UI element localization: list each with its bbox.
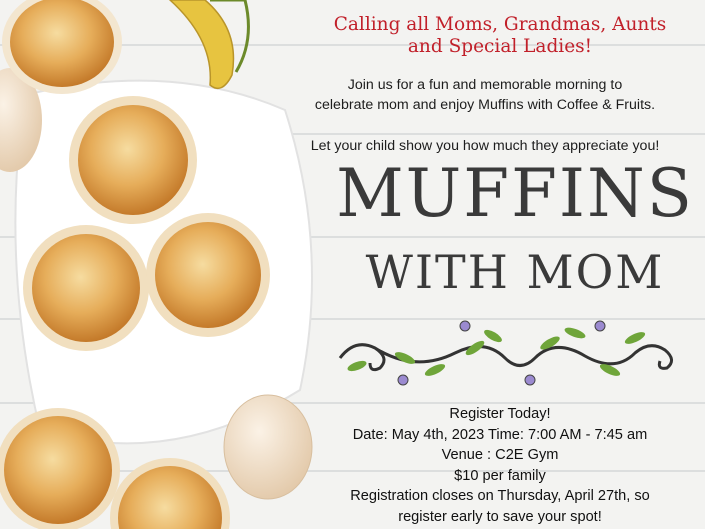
headline bbox=[300, 14, 700, 58]
price: $10 per family bbox=[454, 467, 546, 484]
egg bbox=[224, 395, 312, 499]
muffin bbox=[146, 213, 270, 337]
intro-line: Join us for a fun and memorable morning to bbox=[347, 77, 623, 93]
muffin bbox=[69, 96, 197, 224]
muffin bbox=[110, 458, 230, 529]
banana bbox=[170, 0, 233, 88]
date-time: Date: May 4th, 2023 Time: 7:00 AM - 7:45 am bbox=[352, 426, 648, 443]
title-with-mom: WITH MOM bbox=[365, 245, 665, 299]
intro-text bbox=[270, 75, 700, 115]
headline-line: Calling all Moms, Grandmas, Aunts bbox=[333, 14, 667, 35]
closing-line: Registration closes on Thursday, April 27th, so bbox=[350, 488, 650, 504]
muffin bbox=[23, 225, 149, 351]
intro-line: celebrate mom and enjoy Muffins with Coffee & Fruits. bbox=[314, 97, 656, 113]
headline-line: and Special Ladies! bbox=[407, 36, 593, 57]
register-today: Register Today! bbox=[449, 406, 551, 422]
event-details bbox=[300, 404, 700, 527]
appreciation-text: Let your child show you how much they appreciate you! bbox=[310, 138, 660, 154]
title-muffins: MUFFINS bbox=[336, 155, 694, 232]
venue: Venue : C2E Gym bbox=[441, 447, 559, 463]
vine-ornament bbox=[335, 318, 685, 388]
closing-line: register early to save your spot! bbox=[398, 508, 602, 525]
